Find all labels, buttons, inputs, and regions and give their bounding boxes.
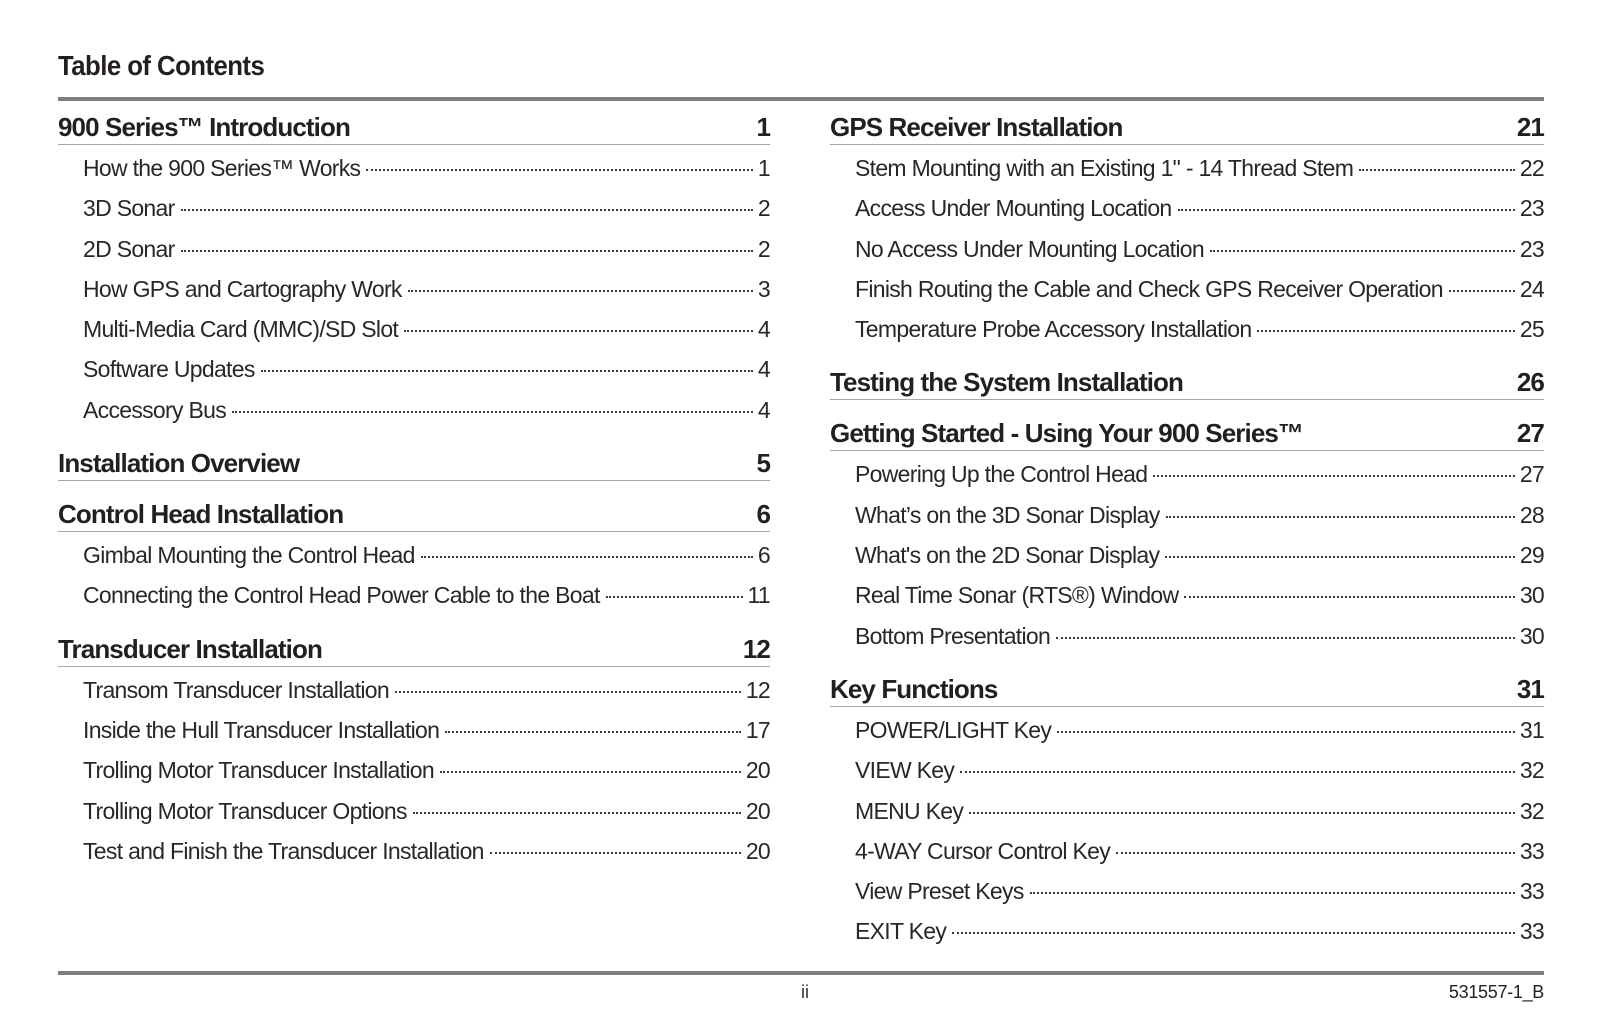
entry-page-number: 4 [757, 316, 770, 343]
entry-title: Connecting the Control Head Power Cable to the Boat [83, 582, 600, 609]
entry-page-number: 27 [1519, 461, 1544, 488]
toc-section [58, 630, 770, 871]
entry-page-number: 20 [745, 757, 770, 784]
toc-column-right [830, 108, 1544, 966]
toc-entry[interactable] [58, 148, 770, 188]
entry-page-number: 23 [1519, 195, 1544, 222]
toc-entry[interactable] [58, 791, 770, 831]
section-page-number: 26 [1516, 367, 1544, 398]
toc-entry[interactable] [830, 710, 1544, 750]
section-header[interactable] [58, 630, 770, 667]
entry-title: Transom Transducer Installation [83, 676, 389, 703]
toc-entry[interactable] [58, 188, 770, 228]
entry-page-number: 28 [1519, 501, 1544, 528]
toc-entry[interactable] [58, 349, 770, 389]
toc-entry[interactable] [58, 831, 770, 871]
entry-page-number: 32 [1519, 797, 1544, 824]
toc-entry[interactable] [830, 269, 1544, 309]
dot-leader [181, 208, 753, 211]
section-title: 900 Series™ Introduction [58, 112, 350, 142]
section-page-number: 31 [1516, 673, 1544, 704]
toc-entry[interactable] [830, 495, 1544, 535]
dot-leader [1449, 289, 1515, 292]
dot-leader [181, 249, 753, 252]
entry-title: Accessory Bus [83, 396, 227, 423]
section-header[interactable] [830, 414, 1544, 451]
toc-entry[interactable] [830, 871, 1544, 911]
top-divider [58, 97, 1544, 101]
dot-leader [960, 770, 1515, 773]
entry-page-number: 33 [1519, 918, 1544, 945]
entry-page-number: 30 [1519, 622, 1544, 649]
toc-entry[interactable] [58, 710, 770, 750]
entry-page-number: 12 [745, 676, 770, 703]
toc-entry[interactable] [830, 454, 1544, 494]
footer-page-number: ii [801, 982, 809, 1002]
entry-page-number: 24 [1519, 275, 1544, 302]
toc-entry[interactable] [830, 188, 1544, 228]
entry-page-number: 20 [745, 837, 770, 864]
entry-title: Finish Routing the Cable and Check GPS Receiver Operation [855, 275, 1443, 302]
section-title: Control Head Installation [58, 499, 344, 530]
section-header[interactable] [58, 108, 770, 145]
entry-page-number: 4 [757, 356, 770, 383]
entry-title: Stem Mounting with an Existing 1" - 14 Thread Stem [855, 155, 1354, 181]
entry-title: MENU Key [855, 797, 964, 824]
dot-leader [440, 770, 741, 773]
section-title: Key Functions [830, 673, 998, 704]
toc-section [830, 363, 1544, 400]
dot-leader [606, 595, 743, 598]
section-header[interactable] [830, 363, 1544, 400]
entry-page-number: 1 [757, 155, 770, 181]
entry-page-number: 30 [1519, 582, 1544, 609]
dot-leader [366, 168, 753, 171]
entry-title: Real Time Sonar (RTS®) Window [855, 582, 1179, 609]
dot-leader [261, 369, 753, 372]
toc-entry[interactable] [830, 535, 1544, 575]
entry-title: 3D Sonar [83, 195, 175, 222]
entry-title: Access Under Mounting Location [855, 195, 1172, 222]
entry-title: Multi-Media Card (MMC)/SD Slot [83, 316, 399, 343]
toc-section [830, 670, 1544, 952]
section-title: Transducer Installation [58, 633, 322, 664]
dot-leader [408, 289, 753, 292]
toc-entry[interactable] [58, 309, 770, 349]
toc-entry[interactable] [830, 229, 1544, 269]
toc-entry[interactable] [58, 670, 770, 710]
toc-entry[interactable] [58, 535, 770, 575]
dot-leader [1057, 730, 1515, 733]
toc-entry[interactable] [830, 575, 1544, 615]
dot-leader [1153, 474, 1514, 477]
dot-leader [490, 851, 741, 854]
entry-title: Bottom Presentation [855, 622, 1051, 649]
toc-entry[interactable] [830, 148, 1544, 188]
section-title: Getting Started - Using Your 900 Series™ [830, 418, 1304, 449]
entry-title: View Preset Keys [855, 878, 1024, 905]
page-title: Table of Contents [58, 50, 265, 81]
dot-leader [1056, 636, 1515, 639]
toc-entry[interactable] [830, 791, 1544, 831]
toc-entry[interactable] [830, 616, 1544, 656]
entry-title: VIEW Key [855, 757, 955, 784]
section-page-number: 12 [742, 633, 770, 664]
entry-title: Test and Finish the Transducer Installation [83, 837, 484, 864]
toc-entry[interactable] [830, 831, 1544, 871]
toc-entry[interactable] [58, 390, 770, 430]
footer-doc-number: 531557-1_B [1448, 982, 1544, 1002]
section-title: GPS Receiver Installation [830, 112, 1123, 142]
dot-leader [1116, 851, 1515, 854]
entry-title: How the 900 Series™ Works [83, 155, 361, 181]
entry-title: What's on the 2D Sonar Display [855, 542, 1160, 569]
entry-title: Powering Up the Control Head [855, 461, 1148, 488]
toc-entry[interactable] [58, 269, 770, 309]
dot-leader [421, 555, 753, 558]
entry-title: 2D Sonar [83, 235, 175, 262]
entry-page-number: 11 [747, 582, 770, 609]
entry-page-number: 4 [757, 396, 770, 423]
section-title: Installation Overview [58, 448, 300, 479]
section-page-number: 1 [756, 112, 770, 142]
entry-title: What’s on the 3D Sonar Display [855, 501, 1160, 528]
entry-title: Trolling Motor Transducer Options [83, 797, 407, 824]
toc-entry[interactable] [58, 229, 770, 269]
dot-leader [1166, 515, 1515, 518]
dot-leader [952, 931, 1515, 934]
section-page-number: 6 [756, 499, 770, 530]
dot-leader [969, 811, 1515, 814]
dot-leader [1030, 891, 1515, 894]
dot-leader [395, 690, 741, 693]
entry-page-number: 32 [1519, 757, 1544, 784]
section-page-number: 5 [756, 448, 770, 479]
toc-entry[interactable] [830, 750, 1544, 790]
entry-title: Temperature Probe Accessory Installation [855, 316, 1252, 343]
toc-entry[interactable] [830, 309, 1544, 349]
entry-title: 4-WAY Cursor Control Key [855, 837, 1111, 864]
entry-title: Trolling Motor Transducer Installation [83, 757, 434, 784]
entry-title: How GPS and Cartography Work [83, 275, 402, 302]
entry-page-number: 17 [745, 716, 770, 743]
section-page-number: 27 [1516, 418, 1544, 449]
dot-leader [1257, 329, 1514, 332]
section-header[interactable] [58, 495, 770, 532]
toc-entry[interactable] [58, 750, 770, 790]
dot-leader [232, 410, 753, 413]
entry-page-number: 22 [1519, 155, 1544, 181]
toc-section [830, 414, 1544, 655]
toc-section [830, 108, 1544, 349]
dot-leader [445, 730, 741, 733]
toc-column-left [58, 108, 770, 885]
entry-page-number: 2 [757, 195, 770, 222]
section-header[interactable] [830, 670, 1544, 707]
toc-section [58, 495, 770, 616]
entry-title: POWER/LIGHT Key [855, 716, 1052, 743]
toc-section [58, 444, 770, 481]
entry-title: Gimbal Mounting the Control Head [83, 542, 415, 569]
entry-page-number: 31 [1519, 716, 1544, 743]
dot-leader [1359, 168, 1515, 171]
entry-page-number: 23 [1519, 235, 1544, 262]
entry-page-number: 2 [757, 235, 770, 262]
toc-entry[interactable] [58, 575, 770, 615]
entry-page-number: 33 [1519, 878, 1544, 905]
entry-page-number: 29 [1519, 542, 1544, 569]
entry-page-number: 25 [1519, 316, 1544, 343]
dot-leader [413, 811, 741, 814]
toc-entry[interactable] [830, 911, 1544, 951]
dot-leader [1178, 208, 1515, 211]
section-page-number: 21 [1516, 112, 1544, 142]
dot-leader [1210, 249, 1515, 252]
bottom-divider [58, 971, 1544, 975]
dot-leader [1184, 595, 1514, 598]
dot-leader [1165, 555, 1515, 558]
toc-section [58, 108, 770, 430]
entry-title: Software Updates [83, 356, 255, 383]
entry-title: Inside the Hull Transducer Installation [83, 716, 440, 743]
entry-title: No Access Under Mounting Location [855, 235, 1204, 262]
entry-page-number: 20 [745, 797, 770, 824]
entry-page-number: 3 [757, 275, 770, 302]
section-title: Testing the System Installation [830, 367, 1184, 398]
section-header[interactable] [830, 108, 1544, 145]
entry-page-number: 6 [757, 542, 770, 569]
entry-title: EXIT Key [855, 918, 947, 945]
dot-leader [404, 329, 753, 332]
section-header[interactable] [58, 444, 770, 481]
entry-page-number: 33 [1519, 837, 1544, 864]
